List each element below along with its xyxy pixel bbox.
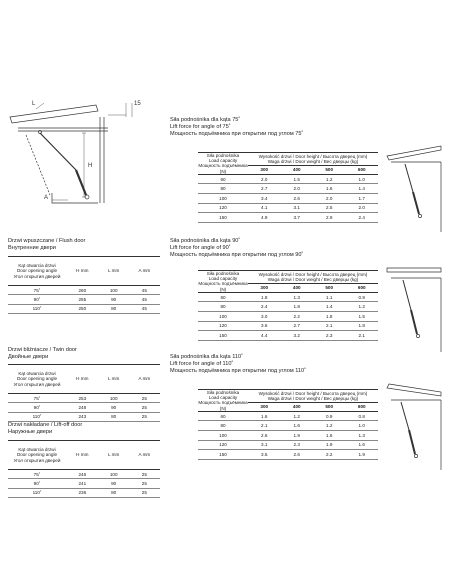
load-capacity-header-line-3: Мощность подъёмника [198,400,248,406]
angle-cell: 75˚ [8,286,66,295]
strut-sketch-90 [385,262,443,354]
height-500-header: 500 [313,283,345,292]
angle-cell: 75˚ [8,394,66,403]
h-cell: 248 [66,403,99,412]
right-section-2-title [170,238,303,259]
table-row [8,412,160,421]
load-capacity-header-line-2: Load capacity [208,158,238,164]
l-cell: 90 [99,479,129,488]
value-cell: 2.1 [248,421,280,431]
value-cell: 1.6 [313,431,345,441]
right-section-1-table [198,152,378,223]
force-cell: 120 [198,440,248,450]
table-row [198,331,378,341]
right-section-1-title-line-3: Мощность подъёмника при открытии под углом 75˚ [170,131,304,137]
h-header: H mm [66,257,99,286]
left-section-1-title-line-2: Внутренние двери [8,245,56,251]
height-600-header: 600 [345,283,378,292]
value-cell: 2.7 [248,184,280,194]
right-section-3-title [170,354,306,375]
height-400-header: 400 [280,165,312,174]
right-section-1-title-line-2: Lift force for angle of 75˚ [170,124,231,130]
value-cell: 1.5 [345,312,378,322]
a-cell: 45 [129,304,160,313]
value-cell: 2.1 [345,331,378,341]
angle-header [8,441,66,470]
l-cell: 90 [99,403,129,412]
value-cell: 1.7 [345,194,378,204]
force-cell: 60 [198,411,248,421]
force-cell: 100 [198,194,248,204]
force-cell: 150 [198,213,248,223]
h-cell: 250 [66,304,99,313]
right-section-3-title-line-1: Siła podnośnika dla kąta 110˚ [170,354,243,360]
height-400-header: 400 [280,402,312,411]
value-cell: 3.1 [248,440,280,450]
table-row [8,394,160,403]
value-cell: 2.6 [280,194,312,204]
table-row [198,184,378,194]
door-height-header-line-1: Wysokość drzwi / Door height / Высота дверец (mm) [258,153,368,159]
table-row [198,450,378,460]
diagram-label-top: 15 [134,101,141,107]
value-cell: 1.8 [248,292,280,302]
value-cell: 1.9 [280,431,312,441]
height-300-header: 300 [248,165,280,174]
value-cell: 2.9 [313,213,345,223]
l-cell: 100 [99,394,129,403]
value-cell: 1.4 [345,184,378,194]
value-cell: 0.9 [345,292,378,302]
value-cell: 3.5 [248,450,280,460]
a-header: A mm [129,441,160,470]
value-cell: 1.3 [345,431,378,441]
angle-header-line-1: Kąt otwarcia drzwi [18,371,56,377]
force-cell: 80 [198,302,248,312]
table-row [198,174,378,184]
a-cell: 25 [129,394,160,403]
angle-header-line-1: Kąt otwarcia drzwi [18,263,56,269]
load-capacity-header-line-1: Siła podnośnika [206,390,240,395]
value-cell: 3.4 [248,194,280,204]
value-cell: 1.6 [313,184,345,194]
table-row [198,302,378,312]
force-cell: 80 [198,421,248,431]
mounting-diagram [0,95,160,210]
value-cell: 1.2 [345,302,378,312]
load-capacity-header [198,271,248,293]
value-cell: 0.9 [313,411,345,421]
a-cell: 25 [129,412,160,421]
value-cell: 1.6 [345,440,378,450]
left-section-2-title-line-2: Двойные двери [8,354,49,360]
right-section-2-title-line-2: Lift force for angle of 90˚ [170,245,231,251]
table-row [8,403,160,412]
load-capacity-header-line-4: (N) [219,286,227,292]
right-section-2-title-line-1: Siła podnośnika dla kąta 90˚ [170,238,241,244]
left-section-2-table [8,364,160,422]
value-cell: 1.3 [280,292,312,302]
height-500-header: 500 [313,402,345,411]
angle-cell: 75˚ [8,470,66,479]
a-cell: 25 [129,470,160,479]
value-cell: 1.8 [280,302,312,312]
left-section-2-title-line-1: Drzwi bliźniacze / Twin door [8,347,77,353]
l-cell: 90 [99,295,129,304]
a-cell: 45 [129,286,160,295]
value-cell: 2.0 [345,203,378,213]
load-capacity-header-line-3: Мощность подъёмника [198,163,248,169]
h-cell: 253 [66,394,99,403]
table-row [198,312,378,322]
strut-sketch-75 [385,142,443,234]
l-cell: 100 [99,470,129,479]
table-row [8,479,160,488]
h-cell: 243 [66,412,99,421]
value-cell: 2.4 [248,302,280,312]
h-header: H mm [66,365,99,394]
diagram-label-a: A [44,195,49,201]
a-cell: 25 [129,479,160,488]
l-header: L mm [99,365,129,394]
angle-cell: 90˚ [8,403,66,412]
door-height-header-line-2: Waga drzwi / Door weight / Вес дверцы (kg) [267,158,359,164]
height-300-header: 300 [248,283,280,292]
left-section-1-title [8,238,85,252]
l-cell: 80 [99,304,129,313]
left-section-3-table [8,440,160,498]
right-section-3-title-line-2: Lift force for angle of 110˚ [170,361,234,367]
table-row [8,286,160,295]
value-cell: 3.0 [248,312,280,322]
force-cell: 150 [198,450,248,460]
a-cell: 45 [129,295,160,304]
value-cell: 2.0 [280,184,312,194]
value-cell: 1.2 [313,421,345,431]
force-cell: 100 [198,431,248,441]
value-cell: 2.0 [313,194,345,204]
a-header: A mm [129,365,160,394]
load-capacity-header-line-4: (N) [219,405,227,411]
table-row [198,321,378,331]
table-row [198,213,378,223]
angle-cell: 90˚ [8,295,66,304]
load-capacity-header-line-4: (N) [219,168,227,174]
value-cell: 1.6 [280,421,312,431]
value-cell: 2.7 [280,321,312,331]
force-cell: 120 [198,203,248,213]
value-cell: 3.2 [280,331,312,341]
table-row [198,421,378,431]
value-cell: 2.5 [313,203,345,213]
height-600-header: 600 [345,402,378,411]
load-capacity-header-line-1: Siła podnośnika [206,153,240,158]
angle-cell: 110˚ [8,412,66,421]
force-cell: 120 [198,321,248,331]
value-cell: 2.2 [280,312,312,322]
value-cell: 1.6 [248,411,280,421]
value-cell: 1.9 [345,450,378,460]
height-300-header: 300 [248,402,280,411]
table-row [198,203,378,213]
load-capacity-header-line-2: Load capacity [208,395,238,401]
door-height-header-line-1: Wysokość drzwi / Door height / Высота дверец (mm) [258,271,368,277]
value-cell: 0.8 [345,411,378,421]
value-cell: 2.6 [280,450,312,460]
door-height-header [248,153,378,166]
table-row [8,304,160,313]
value-cell: 1.0 [345,174,378,184]
h-header: H mm [66,441,99,470]
door-height-header [248,390,378,403]
right-section-2-table [198,270,378,341]
value-cell: 1.9 [313,440,345,450]
angle-header-line-1: Kąt otwarcia drzwi [18,447,56,453]
table-row [198,292,378,302]
height-600-header: 600 [345,165,378,174]
right-section-2-title-line-3: Мощность подъёмника при открытии под углом 90˚ [170,252,304,258]
table-row [198,440,378,450]
angle-header [8,257,66,286]
l-cell: 100 [99,286,129,295]
value-cell: 1.1 [313,292,345,302]
door-height-header-line-2: Waga drzwi / Door weight / Вес дверцы (kg) [267,395,359,401]
value-cell: 2.1 [313,321,345,331]
force-cell: 60 [198,174,248,184]
height-500-header: 500 [313,165,345,174]
right-section-1-title-line-1: Siła podnośnika dla kąta 75˚ [170,117,241,123]
value-cell: 2.4 [345,213,378,223]
value-cell: 4.1 [248,203,280,213]
value-cell: 2.2 [313,450,345,460]
strut-sketch-110 [385,380,443,472]
angle-cell: 110˚ [8,304,66,313]
table-row [8,470,160,479]
value-cell: 2.6 [248,431,280,441]
force-cell: 80 [198,184,248,194]
a-cell: 25 [129,488,160,497]
load-capacity-header [198,390,248,412]
h-cell: 246 [66,470,99,479]
value-cell: 1.4 [313,302,345,312]
a-cell: 25 [129,403,160,412]
table-row [8,488,160,497]
l-cell: 80 [99,488,129,497]
left-section-1-table [8,256,160,314]
value-cell: 1.2 [280,411,312,421]
angle-header-line-2: Door opening angle [16,268,58,274]
l-header: L mm [99,441,129,470]
angle-header-line-3: Угол открытия дверей [13,273,61,279]
angle-header [8,365,66,394]
h-cell: 260 [66,286,99,295]
value-cell: 2.0 [248,174,280,184]
value-cell: 4.4 [248,331,280,341]
angle-header-line-2: Door opening angle [16,376,58,382]
angle-header-line-3: Угол открытия дверей [13,381,61,387]
angle-header-line-2: Door opening angle [16,452,58,458]
left-section-3-title-line-1: Drzwi nakładane / Lift-off door [8,422,83,428]
height-400-header: 400 [280,283,312,292]
force-cell: 100 [198,312,248,322]
load-capacity-header-line-3: Мощность подъёмника [198,281,248,287]
value-cell: 3.7 [280,213,312,223]
right-section-3-table [198,389,378,460]
force-cell: 150 [198,331,248,341]
left-section-2-title [8,347,77,361]
value-cell: 3.6 [248,321,280,331]
angle-header-line-3: Угол открытия дверей [13,457,61,463]
a-header: A mm [129,257,160,286]
left-section-3-title-line-2: Наружные двери [8,429,53,435]
value-cell: 1.8 [345,321,378,331]
load-capacity-header [198,153,248,175]
h-cell: 255 [66,295,99,304]
value-cell: 1.5 [280,174,312,184]
door-height-header-line-1: Wysokość drzwi / Door height / Высота дверец (mm) [258,390,368,396]
table-row [8,295,160,304]
value-cell: 2.3 [313,331,345,341]
h-cell: 236 [66,488,99,497]
load-capacity-header-line-1: Siła podnośnika [206,271,240,276]
value-cell: 1.0 [345,421,378,431]
diagram-label-h: H [88,163,93,169]
table-row [198,194,378,204]
force-cell: 60 [198,292,248,302]
left-section-3-title [8,422,82,436]
angle-cell: 90˚ [8,479,66,488]
table-row [198,411,378,421]
load-capacity-header-line-2: Load capacity [208,276,238,282]
l-header: L mm [99,257,129,286]
angle-cell: 110˚ [8,488,66,497]
door-height-header-line-2: Waga drzwi / Door weight / Вес дверцы (kg) [267,276,359,282]
door-height-header [248,271,378,284]
value-cell: 4.9 [248,213,280,223]
right-section-3-title-line-3: Мощность подъёмника при открытии под углом 110˚ [170,368,307,374]
value-cell: 3.1 [280,203,312,213]
l-cell: 80 [99,412,129,421]
value-cell: 1.2 [313,174,345,184]
table-row [198,431,378,441]
h-cell: 241 [66,479,99,488]
left-section-1-title-line-1: Drzwi wpuszczane / Flush door [8,238,86,244]
value-cell: 2.3 [280,440,312,450]
value-cell: 1.8 [313,312,345,322]
right-section-1-title [170,117,303,138]
diagram-label-l: L [32,101,36,107]
